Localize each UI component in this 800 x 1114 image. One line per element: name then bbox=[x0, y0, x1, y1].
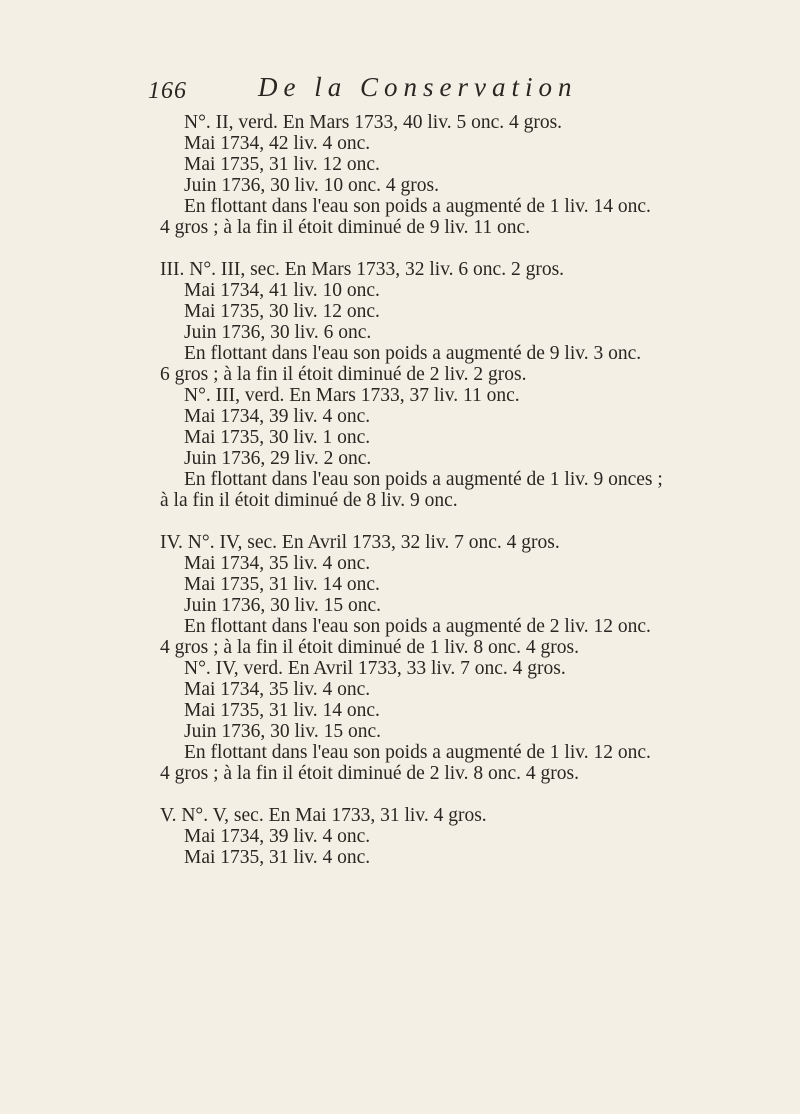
text-line: Juin 1736, 30 liv. 15 onc. bbox=[184, 721, 381, 742]
text-line: Mai 1735, 30 liv. 12 onc. bbox=[184, 301, 380, 322]
text-line: Mai 1735, 31 liv. 14 onc. bbox=[184, 700, 380, 721]
text-line: Mai 1734, 41 liv. 10 onc. bbox=[184, 280, 380, 301]
section-gap bbox=[160, 511, 680, 532]
body-text bbox=[160, 112, 680, 868]
text-line: 4 gros ; à la fin il étoit diminué de 2 liv. 8 onc. 4 gros. bbox=[160, 763, 580, 784]
text-line: N°. II, verd. En Mars 1733, 40 liv. 5 onc. 4 gros. bbox=[184, 112, 563, 133]
text-line: 4 gros ; à la fin il étoit diminué de 9 liv. 11 onc. bbox=[160, 217, 531, 238]
text-line: En flottant dans l'eau son poids a augmenté de 1 liv. 14 onc. bbox=[184, 196, 651, 217]
text-line: En flottant dans l'eau son poids a augmenté de 1 liv. 9 onces ; bbox=[184, 469, 663, 490]
page-number: 166 bbox=[148, 78, 187, 104]
text-line: N°. IV, verd. En Avril 1733, 33 liv. 7 onc. 4 gros. bbox=[184, 658, 566, 679]
text-line: Juin 1736, 30 liv. 6 onc. bbox=[184, 322, 372, 343]
text-line: à la fin il étoit diminué de 8 liv. 9 onc. bbox=[160, 490, 458, 511]
section-gap bbox=[160, 784, 680, 805]
running-title: De la Conservation bbox=[258, 72, 578, 102]
text-line: Mai 1734, 35 liv. 4 onc. bbox=[184, 679, 371, 700]
page-header bbox=[0, 68, 800, 108]
section-gap bbox=[160, 238, 680, 259]
text-line: Mai 1735, 31 liv. 4 onc. bbox=[184, 847, 371, 868]
text-line: Mai 1734, 39 liv. 4 onc. bbox=[184, 406, 371, 427]
text-line: III. N°. III, sec. En Mars 1733, 32 liv. 6 onc. 2 gros. bbox=[160, 259, 565, 280]
text-line: En flottant dans l'eau son poids a augmenté de 1 liv. 12 onc. bbox=[184, 742, 651, 763]
text-line: En flottant dans l'eau son poids a augmenté de 9 liv. 3 onc. bbox=[184, 343, 642, 364]
text-line: N°. III, verd. En Mars 1733, 37 liv. 11 onc. bbox=[184, 385, 520, 406]
text-line: Mai 1735, 30 liv. 1 onc. bbox=[184, 427, 371, 448]
text-line: IV. N°. IV, sec. En Avril 1733, 32 liv. 7 onc. 4 gros. bbox=[160, 532, 560, 553]
text-line: Mai 1734, 35 liv. 4 onc. bbox=[184, 553, 371, 574]
text-line: V. N°. V, sec. En Mai 1733, 31 liv. 4 gros. bbox=[160, 805, 487, 826]
text-line: Mai 1735, 31 liv. 14 onc. bbox=[184, 574, 380, 595]
text-line: Juin 1736, 29 liv. 2 onc. bbox=[184, 448, 372, 469]
text-line: Mai 1735, 31 liv. 12 onc. bbox=[184, 154, 380, 175]
text-line: Juin 1736, 30 liv. 15 onc. bbox=[184, 595, 381, 616]
text-line: 4 gros ; à la fin il étoit diminué de 1 liv. 8 onc. 4 gros. bbox=[160, 637, 580, 658]
text-line: 6 gros ; à la fin il étoit diminué de 2 liv. 2 gros. bbox=[160, 364, 527, 385]
text-line: Mai 1734, 42 liv. 4 onc. bbox=[184, 133, 371, 154]
text-line: Mai 1734, 39 liv. 4 onc. bbox=[184, 826, 371, 847]
text-line: Juin 1736, 30 liv. 10 onc. 4 gros. bbox=[184, 175, 439, 196]
text-line: En flottant dans l'eau son poids a augmenté de 2 liv. 12 onc. bbox=[184, 616, 651, 637]
